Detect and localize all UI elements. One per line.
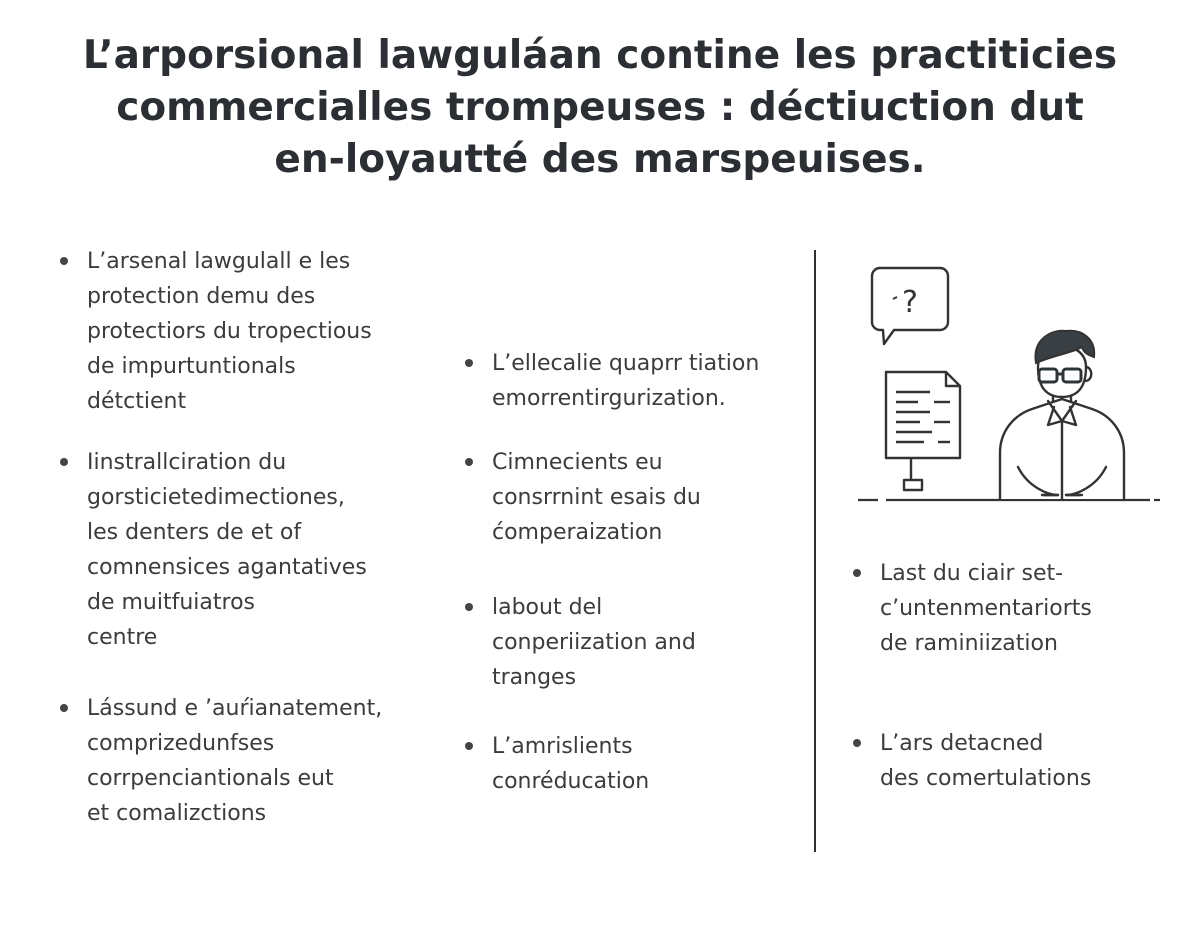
list-item-line: de impurtuntionals (87, 354, 296, 379)
list-item-line: comprizedunfses (87, 731, 275, 756)
list-item (462, 346, 759, 416)
list-item (57, 244, 372, 419)
list-item-line: et comalizctions (87, 801, 267, 826)
list-item-line: Lássund e ’auŕianatement, (87, 696, 383, 721)
list-item-line: centre (87, 625, 158, 650)
list-item-line: des comertulations (880, 766, 1092, 791)
list-item-line: L’ars detacned (880, 731, 1044, 756)
list-item-line: gorsticietedimectiones, (87, 485, 345, 510)
list-item-line: de muitfuiatros (87, 590, 255, 615)
list-item-line: conréducation (492, 769, 650, 794)
list-item-line: labout del (492, 595, 603, 620)
list-item-line: comnensices agantatives (87, 555, 367, 580)
list-item-line: L’ellecalie quaprr tiation (492, 351, 760, 376)
speech-bubble-text: ? (902, 285, 918, 320)
list-item-line: consrrnint esais du (492, 485, 701, 510)
list-item-line: ćomperaization (492, 520, 663, 545)
list-item-line: protection demu des (87, 284, 316, 309)
list-item-line: les denters de et of (87, 520, 302, 545)
title-line-2: commercialles trompeuses : déctiuction dut (116, 85, 1084, 130)
list-item-line: Iinstrallciration du (87, 450, 287, 475)
column-divider (814, 250, 816, 852)
list-item (57, 691, 382, 831)
list-item-line: conperiization and (492, 630, 696, 655)
list-item (462, 445, 701, 550)
list-item-line: emorrentirgurization. (492, 386, 726, 411)
list-item (850, 726, 1091, 796)
list-item-line: L’amrislients (492, 734, 633, 759)
person-at-computer-illustration (850, 255, 1170, 515)
list-item (462, 729, 649, 799)
list-item-line: L’arsenal lawgulall e les (87, 249, 351, 274)
list-item (57, 445, 367, 655)
person-icon (1000, 346, 1124, 499)
list-item-line: Cimnecients eu (492, 450, 663, 475)
list-item-line: tranges (492, 665, 577, 690)
document-icon (886, 372, 960, 490)
list-item-line: de raminiization (880, 631, 1058, 656)
title-line-1: L’arporsional lawguláan contine les practiticies (82, 33, 1118, 78)
list-item-line: détctient (87, 389, 187, 414)
list-item (462, 590, 696, 695)
title-line-3: en-loyautté des marspeuises. (274, 137, 926, 182)
list-item-line: c’untenmentariorts (880, 596, 1092, 621)
page-title (60, 30, 1140, 186)
list-item (850, 556, 1092, 661)
list-item-line: corrpenciantionals eut (87, 766, 334, 791)
list-item-line: Last du ciair set- (880, 561, 1064, 586)
list-item-line: protectiors du tropectious (87, 319, 372, 344)
